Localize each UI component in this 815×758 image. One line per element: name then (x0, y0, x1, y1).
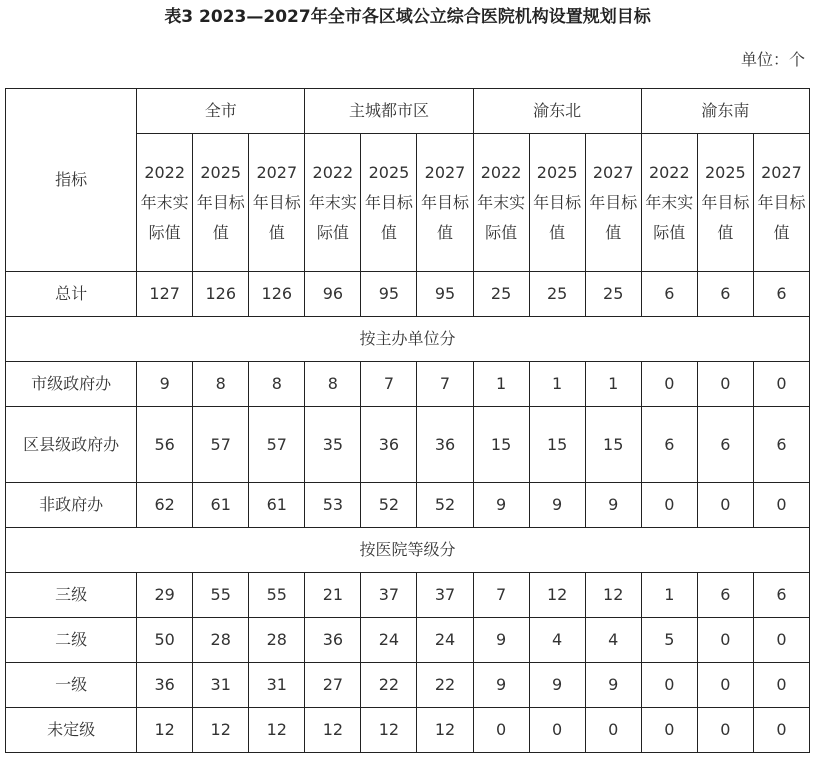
region-header: 渝东北 (473, 89, 641, 134)
cell-value: 12 (305, 708, 361, 753)
cell-value: 12 (249, 708, 305, 753)
cell-value: 21 (305, 573, 361, 618)
cell-value: 8 (305, 362, 361, 407)
cell-value: 52 (361, 483, 417, 528)
cell-value: 0 (697, 663, 753, 708)
region-header: 主城都市区 (305, 89, 473, 134)
cell-value: 52 (417, 483, 473, 528)
cell-value: 25 (529, 272, 585, 317)
region-header: 全市 (137, 89, 305, 134)
year-header: 2022年末实际值 (641, 134, 697, 272)
cell-value: 57 (193, 407, 249, 483)
year-header: 2027年目标值 (753, 134, 809, 272)
indicator-header: 指标 (6, 89, 137, 272)
cell-value: 15 (529, 407, 585, 483)
cell-value: 9 (585, 483, 641, 528)
unit-label: 单位：个 (740, 50, 805, 69)
cell-value: 50 (137, 618, 193, 663)
cell-value: 56 (137, 407, 193, 483)
cell-value: 6 (697, 573, 753, 618)
year-header: 2025年目标值 (361, 134, 417, 272)
cell-value: 0 (529, 708, 585, 753)
cell-value: 22 (361, 663, 417, 708)
region-header: 渝东南 (641, 89, 809, 134)
cell-value: 35 (305, 407, 361, 483)
cell-value: 0 (753, 708, 809, 753)
cell-value: 0 (697, 618, 753, 663)
cell-value: 0 (753, 483, 809, 528)
cell-value: 0 (697, 483, 753, 528)
section-row (6, 528, 810, 573)
cell-value: 36 (417, 407, 473, 483)
cell-value: 127 (137, 272, 193, 317)
row-label: 区县级政府办 (6, 407, 137, 483)
table-row (6, 708, 810, 753)
table-row (6, 663, 810, 708)
year-header: 2022年末实际值 (473, 134, 529, 272)
cell-value: 24 (361, 618, 417, 663)
cell-value: 22 (417, 663, 473, 708)
cell-value: 1 (585, 362, 641, 407)
section-title: 按主办单位分 (6, 317, 810, 362)
cell-value: 9 (137, 362, 193, 407)
cell-value: 6 (697, 407, 753, 483)
cell-value: 12 (361, 708, 417, 753)
cell-value: 0 (585, 708, 641, 753)
cell-value: 25 (473, 272, 529, 317)
cell-value: 1 (473, 362, 529, 407)
cell-value: 7 (417, 362, 473, 407)
cell-value: 9 (585, 663, 641, 708)
year-header: 2022年末实际值 (305, 134, 361, 272)
cell-value: 9 (529, 663, 585, 708)
year-header: 2025年目标值 (193, 134, 249, 272)
year-header: 2027年目标值 (585, 134, 641, 272)
cell-value: 31 (249, 663, 305, 708)
cell-value: 12 (529, 573, 585, 618)
cell-value: 95 (361, 272, 417, 317)
cell-value: 6 (641, 407, 697, 483)
year-header: 2025年目标值 (697, 134, 753, 272)
cell-value: 6 (753, 407, 809, 483)
row-label: 三级 (6, 573, 137, 618)
cell-value: 126 (249, 272, 305, 317)
cell-value: 12 (417, 708, 473, 753)
cell-value: 61 (249, 483, 305, 528)
row-label: 总计 (6, 272, 137, 317)
cell-value: 0 (641, 362, 697, 407)
cell-value: 9 (473, 618, 529, 663)
cell-value: 4 (529, 618, 585, 663)
cell-value: 36 (137, 663, 193, 708)
cell-value: 28 (249, 618, 305, 663)
cell-value: 15 (585, 407, 641, 483)
cell-value: 6 (753, 272, 809, 317)
cell-value: 25 (585, 272, 641, 317)
table-row (6, 483, 810, 528)
cell-value: 36 (305, 618, 361, 663)
cell-value: 36 (361, 407, 417, 483)
table-title: 表3 2023—2027年全市各区域公立综合医院机构设置规划目标 (164, 7, 651, 27)
year-header: 2022年末实际值 (137, 134, 193, 272)
cell-value: 8 (249, 362, 305, 407)
section-row (6, 317, 810, 362)
cell-value: 24 (417, 618, 473, 663)
cell-value: 12 (585, 573, 641, 618)
cell-value: 1 (641, 573, 697, 618)
cell-value: 57 (249, 407, 305, 483)
cell-value: 5 (641, 618, 697, 663)
planning-table (5, 88, 810, 753)
cell-value: 7 (473, 573, 529, 618)
row-label: 市级政府办 (6, 362, 137, 407)
cell-value: 6 (641, 272, 697, 317)
year-header: 2027年目标值 (249, 134, 305, 272)
section-title: 按医院等级分 (6, 528, 810, 573)
cell-value: 0 (753, 362, 809, 407)
row-label: 非政府办 (6, 483, 137, 528)
row-label: 未定级 (6, 708, 137, 753)
cell-value: 62 (137, 483, 193, 528)
cell-value: 6 (697, 272, 753, 317)
cell-value: 31 (193, 663, 249, 708)
cell-value: 29 (137, 573, 193, 618)
cell-value: 0 (641, 708, 697, 753)
cell-value: 28 (193, 618, 249, 663)
row-label: 一级 (6, 663, 137, 708)
cell-value: 1 (529, 362, 585, 407)
cell-value: 37 (417, 573, 473, 618)
table-row (6, 618, 810, 663)
cell-value: 55 (249, 573, 305, 618)
cell-value: 0 (697, 708, 753, 753)
cell-value: 53 (305, 483, 361, 528)
cell-value: 61 (193, 483, 249, 528)
header-row-regions (6, 89, 810, 134)
cell-value: 27 (305, 663, 361, 708)
cell-value: 7 (361, 362, 417, 407)
year-header: 2027年目标值 (417, 134, 473, 272)
total-row (6, 272, 810, 317)
table-row (6, 362, 810, 407)
cell-value: 0 (753, 663, 809, 708)
cell-value: 95 (417, 272, 473, 317)
cell-value: 15 (473, 407, 529, 483)
cell-value: 0 (641, 483, 697, 528)
cell-value: 0 (473, 708, 529, 753)
cell-value: 0 (641, 663, 697, 708)
cell-value: 12 (193, 708, 249, 753)
cell-value: 6 (753, 573, 809, 618)
cell-value: 96 (305, 272, 361, 317)
cell-value: 0 (753, 618, 809, 663)
cell-value: 9 (473, 663, 529, 708)
cell-value: 4 (585, 618, 641, 663)
cell-value: 8 (193, 362, 249, 407)
row-label: 二级 (6, 618, 137, 663)
table-row (6, 407, 810, 483)
year-header: 2025年目标值 (529, 134, 585, 272)
cell-value: 9 (473, 483, 529, 528)
cell-value: 126 (193, 272, 249, 317)
table-row (6, 573, 810, 618)
cell-value: 0 (697, 362, 753, 407)
cell-value: 55 (193, 573, 249, 618)
cell-value: 37 (361, 573, 417, 618)
cell-value: 12 (137, 708, 193, 753)
cell-value: 9 (529, 483, 585, 528)
